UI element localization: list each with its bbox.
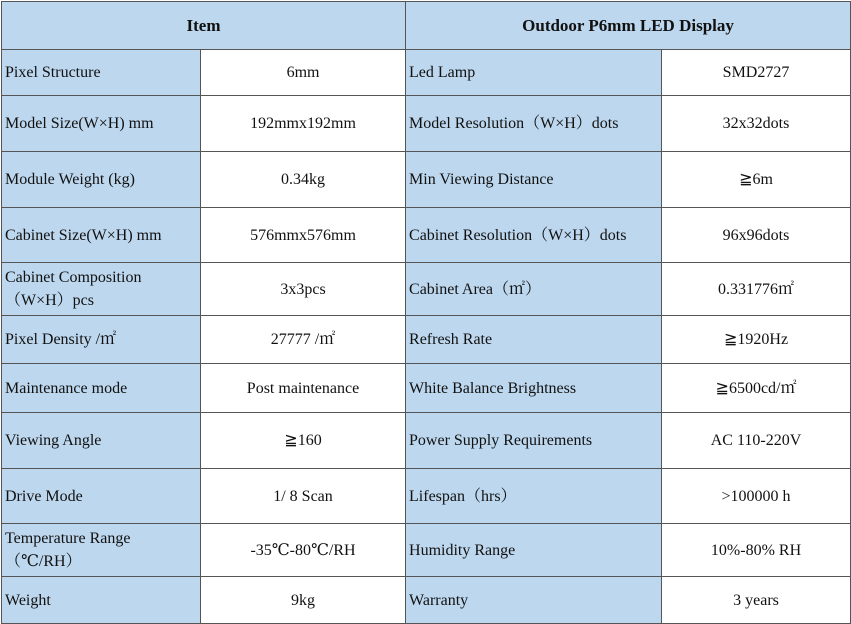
spec-value: 27777 /㎡ [201,316,406,364]
spec-value: 0.331776㎡ [662,263,851,316]
spec-value: 3x3pcs [201,263,406,316]
table-row [2,577,851,624]
spec-label: Led Lamp [406,50,662,96]
spec-label: Viewing Angle [2,413,201,469]
spec-label: Power Supply Requirements [406,413,662,469]
table-row [2,316,851,364]
spec-label: White Balance Brightness [406,364,662,413]
spec-table [1,1,851,624]
table-row [2,50,851,96]
spec-label: Min Viewing Distance [406,152,662,208]
spec-value: >100000 h [662,469,851,524]
spec-label: Cabinet Composition（W×H）pcs [2,263,201,316]
spec-value: 10%-80% RH [662,524,851,577]
spec-value: 192mmx192mm [201,96,406,152]
spec-value: 6mm [201,50,406,96]
table-row [2,263,851,316]
spec-value: SMD2727 [662,50,851,96]
spec-label: Cabinet Size(W×H) mm [2,208,201,263]
spec-label: Model Resolution（W×H）dots [406,96,662,152]
spec-value: 9kg [201,577,406,624]
table-row [2,96,851,152]
spec-value: AC 110-220V [662,413,851,469]
spec-label: Temperature Range（℃/RH） [2,524,201,577]
spec-label: Maintenance mode [2,364,201,413]
spec-value: Post maintenance [201,364,406,413]
table-row [2,413,851,469]
spec-value: ≧6500cd/㎡ [662,364,851,413]
spec-label: Drive Mode [2,469,201,524]
spec-value: ≧160 [201,413,406,469]
spec-value: 3 years [662,577,851,624]
spec-value: 0.34kg [201,152,406,208]
spec-value: 1/ 8 Scan [201,469,406,524]
spec-label: Warranty [406,577,662,624]
spec-label: Refresh Rate [406,316,662,364]
spec-label: Humidity Range [406,524,662,577]
header-row [2,2,851,50]
spec-label: Pixel Density /㎡ [2,316,201,364]
table-row [2,208,851,263]
spec-value: 576mmx576mm [201,208,406,263]
spec-value: -35℃-80℃/RH [201,524,406,577]
spec-label: Cabinet Resolution（W×H）dots [406,208,662,263]
spec-label: Pixel Structure [2,50,201,96]
spec-label: Lifespan（hrs） [406,469,662,524]
spec-value: 96x96dots [662,208,851,263]
spec-label: Model Size(W×H) mm [2,96,201,152]
table-row [2,524,851,577]
header-product-title: Outdoor P6mm LED Display [406,2,851,50]
spec-value: ≧6m [662,152,851,208]
spec-label: Module Weight (kg) [2,152,201,208]
table-row [2,469,851,524]
spec-label: Weight [2,577,201,624]
spec-value: 32x32dots [662,96,851,152]
spec-value: ≧1920Hz [662,316,851,364]
table-row [2,152,851,208]
table-row [2,364,851,413]
spec-label: Cabinet Area（㎡） [406,263,662,316]
header-item: Item [2,2,406,50]
